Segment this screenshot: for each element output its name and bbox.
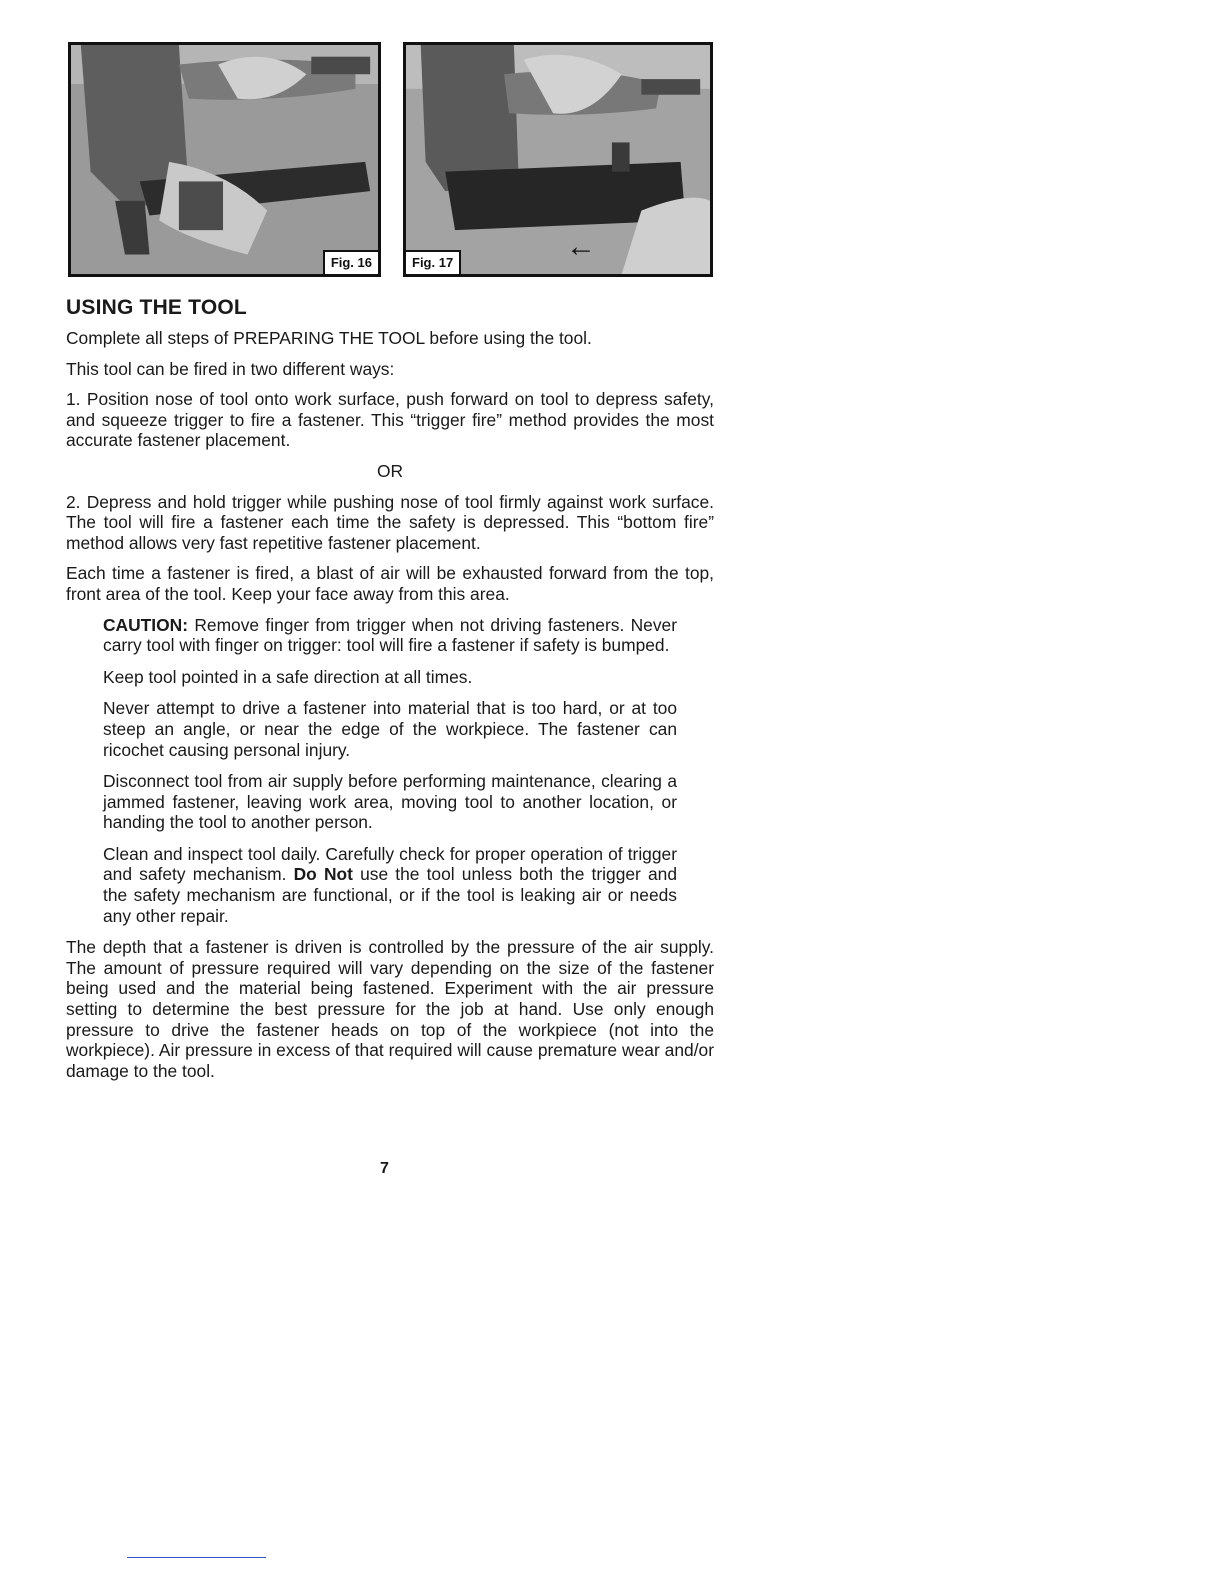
clean-text-before: Clean and inspect tool daily. Carefully check for proper operation of trigger and safety mechanism. bbox=[103, 843, 677, 885]
pointed-paragraph: Keep tool pointed in a safe direction at all times. bbox=[103, 666, 473, 687]
step-2: 2. Depress and hold trigger while pushing nose of tool firmly against work surface. The tool will fire a fastener each time the safety is depressed. This “bottom fire” method allows very fast repetitive fastener placement. bbox=[66, 491, 714, 553]
depth-paragraph: The depth that a fastener is driven is controlled by the pressure of the air supply. The amount of pressure required will vary depending on the size of the fastener being used and the material being fastened. Experiment with the air pressure setting to determine the best pressure for the job at hand. Use only enough pressure to drive the fastener heads on top of the workpiece (not into the workpiece). Air pressure in excess of that required will cause premature wear and/or damage to the tool. bbox=[66, 937, 714, 1081]
exhaust-paragraph: Each time a fastener is fired, a blast of air will be exhausted forward from the top, front area of the tool. Keep your face away from this area. bbox=[66, 563, 714, 604]
caution-paragraph bbox=[103, 615, 677, 656]
disconnect-paragraph: Disconnect tool from air supply before performing maintenance, clearing a jammed fastener, leaving work area, moving tool to another location, or handing the tool to another person. bbox=[103, 771, 677, 833]
fig17-photo bbox=[406, 45, 710, 274]
footer-divider bbox=[127, 1557, 266, 1558]
intro-paragraph: Complete all steps of PREPARING THE TOOL before using the tool. bbox=[66, 328, 592, 348]
manual-content bbox=[66, 296, 714, 1091]
never-attempt-paragraph: Never attempt to drive a fastener into material that is too hard, or at too steep an angle, or near the edge of the workpiece. The fastener can ricochet causing personal injury. bbox=[103, 698, 677, 760]
figure-16 bbox=[68, 42, 381, 277]
section-title: USING THE TOOL bbox=[66, 296, 247, 319]
direction-arrow-icon: ← bbox=[566, 230, 596, 263]
step-1: 1. Position nose of tool onto work surface, push forward on tool to depress safety, and squeeze trigger to fire a fastener. This “trigger fire” method provides the most accurate fastener placement. bbox=[66, 389, 714, 451]
fig16-label: Fig. 16 bbox=[323, 250, 378, 274]
ways-paragraph: This tool can be fired in two different ways: bbox=[66, 358, 395, 379]
figure-17 bbox=[403, 42, 713, 277]
caution-label: CAUTION: bbox=[103, 614, 189, 635]
or-separator: OR bbox=[376, 460, 404, 481]
clean-paragraph bbox=[103, 844, 677, 926]
do-not-label: Do Not bbox=[293, 864, 353, 885]
clean-text-after: use the tool unless both the trigger and the safety mechanism are functional, or if the tool is leaking air or needs any other repair. bbox=[103, 864, 677, 926]
page-number: 7 bbox=[380, 1160, 389, 1177]
caution-block bbox=[66, 615, 714, 927]
caution-text: Remove finger from trigger when not driving fasteners. Never carry tool with finger on trigger: tool will fire a fastener if safety is bumped. bbox=[103, 614, 677, 656]
fig16-photo bbox=[71, 45, 378, 274]
fig17-label: Fig. 17 bbox=[406, 250, 461, 274]
